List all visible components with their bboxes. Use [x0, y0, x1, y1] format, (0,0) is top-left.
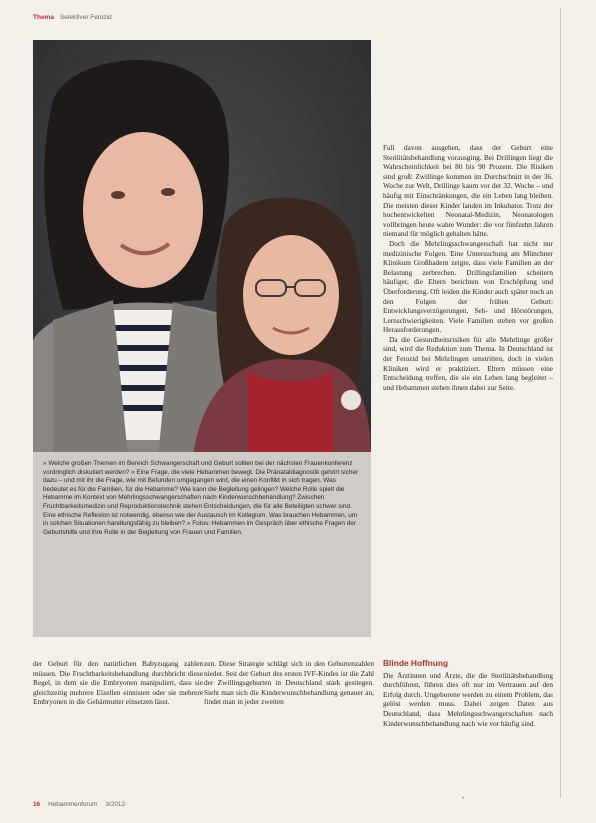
right-paragraph-1: Fall davon ausgehen, dass der Geburt eine Sterilitätsbehandlung vorausging. Bei Drillingen liegt die Wahrscheinlichkeit bei 80 bis 90 Prozent. Die Risiken sind groß: Zwillinge kommen im Durchschnitt in der 36. Woche zur Welt, Drillinge kaum vor der 32. Woche – und häufig mit Einschränkungen, die ein Leben lang bleiben. Die meisten dieser Kinder landen im Inkubator. Trotz der hochentwickelten Neonatal-Medizin, Neonatologen vollbringen heute wahre Wunder: die vor fünfzehn Jahren niemand für möglich gehalten hätte.: [383, 143, 553, 239]
issue-number: 3/2012: [105, 800, 126, 808]
right-paragraph-3: Da die Gesundheitsrisiken für alle Mehrlinge größer sind, wird die Reduktion zum Thema. In Deutschland ist der Fetozid bei Mehrlingen umstritten, doch in vielen Kliniken wird er praktiziert. Eltern müssen eine Entscheidung treffen, die sie ein Leben lang begleitet – und Hebammen stehen ihnen dabei zur Seite.: [383, 334, 553, 392]
bullet-mark: •: [462, 796, 465, 802]
right-column: [383, 143, 553, 392]
bottom-column-2-text: zen. Diese Strategie schlägt sich in den Geburtenzahlen nieder. Seit der Geburt des ersten IVF-Kindes ist die Zahl der Zwillingsgeburten in Deutschland stark gestiegen. Sieht man sich die Kinderwunschbehandlung genauer an, findet man in jeder zweiten: [204, 659, 374, 707]
topic-label: Selektiver Fetozid: [59, 13, 112, 21]
photo-illustration: [33, 40, 371, 458]
bottom-column-2: [204, 659, 374, 707]
sub-section-text: Die Ärztinnen und Ärzte, die die Sterilitätsbehandlung durchführen, führen dies oft nur im Vertrauen auf den Erfolg durch. Ungeborene werden zu einem Problem, das gelöst werden muss. Dabei zeigen Daten aus Deutschland, dass Mehrlingsschwangerschaften nach Kinderwunschbehandlung nach wie vor häufig sind.: [383, 670, 553, 728]
sub-heading: Blinde Hoffnung: [383, 658, 449, 668]
bottom-column-1-text: der Geburt für den natürlichen Babyzugang zahlen müssen. Die Fruchtbarkeitsbehandlung durchbricht diese Regel, in dem sie die Embryonen manipuliert, dass sie gleichzeitig mehrere Eizellen einnisten oder sie mehrere Embryonen in die Gebärmutter einsetzen lässt.: [33, 659, 203, 707]
right-paragraph-2: Doch die Mehrlingsschwangerschaft hat nicht nur medizinische Folgen. Eine Untersuchung am Münchner Klinikum Großhadern zeigte, dass viele Familien an der Belastung zerbrechen. Drillingsfamilien scheitern häufiger, die Eltern berichten von Erschöpfung und Überforderung. Oft leiden die Kinder auch später noch an den Folgen der frühen Geburt: Entwicklungsverzögerungen, Seh- und Hörstörungen, Lernschwierigkeiten. Viele Familien stehen vor großen Herausforderungen.: [383, 238, 553, 335]
portrait-photo: [33, 40, 371, 458]
section-label: Thema: [33, 13, 54, 21]
publication-name: Hebammenforum: [48, 800, 98, 808]
photo-caption: [33, 452, 371, 637]
page-footer: [33, 798, 125, 810]
column-rule: [560, 8, 561, 798]
caption-text: » Welche großen Themen im Bereich Schwangerschaft und Geburt sollten bei der nächsten Frauenkonferenz vordringlich diskutiert werden? « Eine Frage, die viele Hebammen bewegt. Die Pränataldiagnostik gehört sicher dazu – und mit ihr die Frage, wie mit Befunden umgegangen wird, die einen Konflikt in sich tragen. Was bedeutet es für die Familien, für die Hebamme? Wie kann die Begleitung gelingen? Welche Rolle spielt die Hebamme im Kontext von Mehrlingsschwangerschaften nach Kinderwunschbehandlung? Zwischen Fruchtbarkeitsmedizin und Reproduktionstechnik stehen Entscheidungen, die für alle Beteiligten schwer sind. Eine ethische Reflexion ist notwendig, ebenso wie der Austausch im Kollegium. Was brauchen Hebammen, um in solchen Situationen handlungsfähig zu bleiben? » Fotos: Hebammen im Gespräch über ethische Fragen der Geburtshilfe und ihre Rolle in der Begleitung von Frauen und Familien.: [43, 460, 359, 536]
sub-section: [383, 659, 553, 728]
page-number: 16: [33, 800, 41, 808]
page-header: [33, 10, 112, 24]
bottom-column-1: [33, 659, 203, 707]
